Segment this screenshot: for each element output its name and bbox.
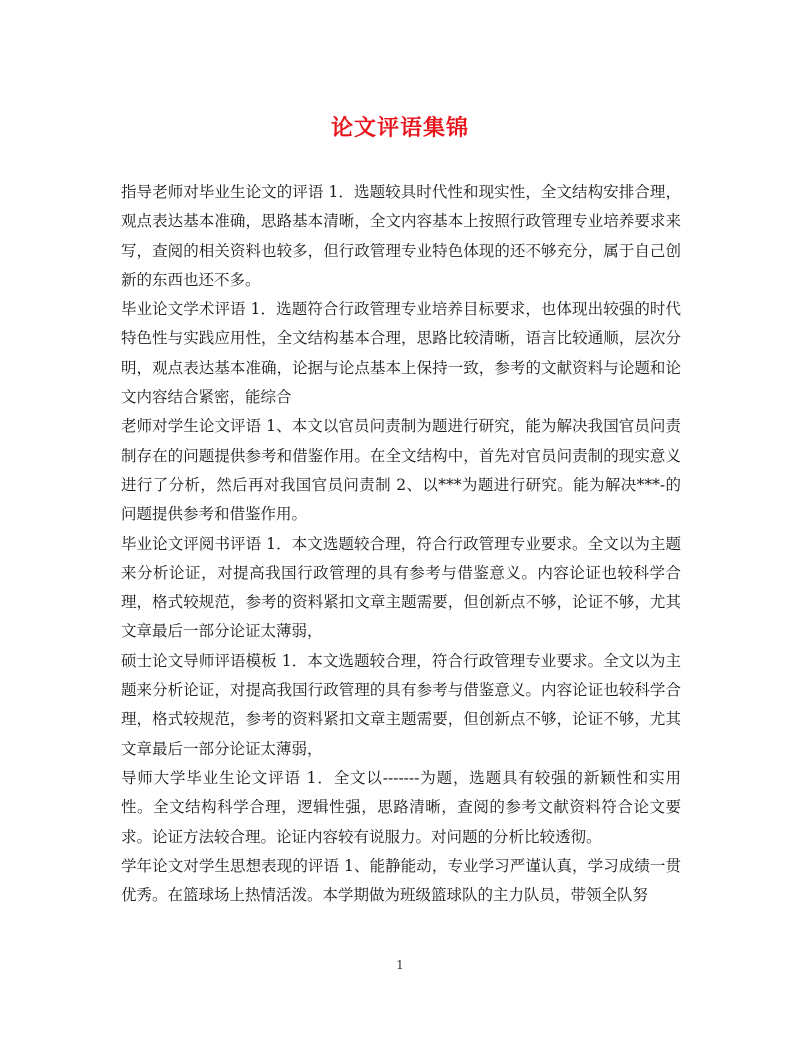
page-number: 1: [396, 958, 404, 972]
document-body: [121, 178, 681, 910]
paragraph-5: 硕士论文导师评语模板 1．本文选题较合理，符合行政管理专业要求。全文以为主题来分析论证，对提高我国行政管理的具有参考与借鉴意义。内容论证也较科学合理，格式较规范，参考的资料紧扣文章主题需要，但创新点不够，论证不够，尤其文章最后一部分论证太薄弱，: [121, 651, 681, 758]
paragraph-4: 毕业论文评阅书评语 1．本文选题较合理，符合行政管理专业要求。全文以为主题来分析论证，对提高我国行政管理的具有参考与借鉴意义。内容论证也较科学合理，格式较规范，参考的资料紧扣文章主题需要，但创新点不够，论证不够，尤其文章最后一部分论证太薄弱，: [121, 534, 681, 641]
document-title: 论文评语集锦: [330, 115, 469, 141]
paragraph-1: 指导老师对毕业生论文的评语 1．选题较具时代性和现实性，全文结构安排合理，观点表达基本准确，思路基本清晰，全文内容基本上按照行政管理专业培养要求来写，查阅的相关资料也较多，但行政管理专业特色体现的还不够充分，属于自己创新的东西也还不多。: [121, 183, 681, 289]
paragraph-3: 老师对学生论文评语 1、本文以官员问责制为题进行研究，能为解决我国官员问责制存在的问题提供参考和借鉴作用。在全文结构中，首先对官员问责制的现实意义进行了分析，然后再对我国官员问责制 2、以***为题进行研究。能为解决***-的问题提供参考和借鉴作用。: [121, 417, 681, 524]
paragraph-6: 导师大学毕业生论文评语 1．全文以-------为题，选题具有较强的新颖性和实用性。全文结构科学合理，逻辑性强，思路清晰，查阅的参考文献资料符合论文要求。论证方法较合理。论证内容较有说服力。对问题的分析比较透彻。: [121, 768, 681, 846]
paragraph-7: 学年论文对学生思想表现的评语 1、能静能动，专业学习严谨认真，学习成绩一贯优秀。在篮球场上热情活泼。本学期做为班级篮球队的主力队员，带领全队努: [121, 856, 681, 905]
paragraph-2: 毕业论文学术评语 1．选题符合行政管理专业培养目标要求，也体现出较强的时代特色性与实践应用性，全文结构基本合理，思路比较清晰，语言比较通顺，层次分明，观点表达基本准确，论据与论点基本上保持一致，参考的文献资料与论题和论文内容结合紧密，能综合: [121, 300, 681, 407]
